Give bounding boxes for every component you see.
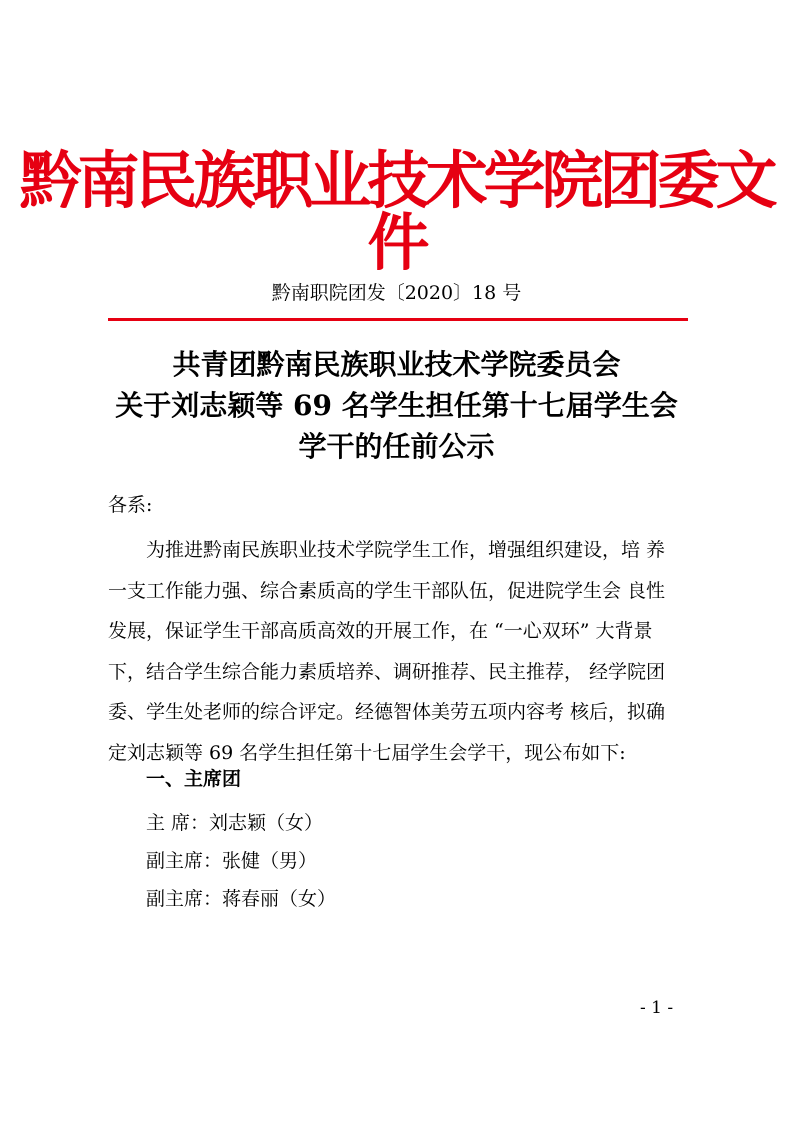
- document-subject: [0, 344, 793, 467]
- body-line: 下，结合学生综合能力素质培养、调研推荐、民主推荐， 经学院团: [108, 660, 666, 683]
- section-heading: 一、主席团: [146, 768, 242, 790]
- salutation: 各系:: [108, 494, 153, 516]
- document-header-title: 黔南民族职业技术学院团委文件: [19, 144, 774, 279]
- subject-line: 共青团黔南民族职业技术学院委员会: [172, 348, 621, 381]
- subject-line: 关于刘志颖等 69 名学生担任第十七届学生会: [115, 389, 678, 422]
- body-line: 为推进黔南民族职业技术学院学生工作，增强组织建设，培 养: [146, 539, 666, 561]
- member-entry: 副主席：张健（男）: [146, 850, 318, 872]
- body-line: 委、学生处老师的综合评定。经德智体美劳五项内容考 核后，拟确: [108, 701, 666, 723]
- body-line: 发展，保证学生干部高质高效的开展工作，在 “一心双环” 大背景: [108, 620, 653, 642]
- member-entry: 副主席：蒋春丽（女）: [146, 888, 337, 910]
- document-number: 黔南职院团发〔2020〕18 号: [271, 282, 522, 304]
- body-paragraph: [108, 530, 693, 773]
- member-entry: 主 席：刘志颖（女）: [146, 812, 324, 834]
- body-line: 定刘志颖等 69 名学生担任第十七届学生会学干，现公布如下:: [108, 741, 626, 764]
- red-divider-line: [108, 318, 688, 321]
- page-number: - 1 -: [640, 998, 674, 1018]
- subject-line: 学干的任前公示: [298, 430, 495, 463]
- body-line: 一支工作能力强、综合素质高的学生干部队伍，促进院学生会 良性: [108, 579, 666, 602]
